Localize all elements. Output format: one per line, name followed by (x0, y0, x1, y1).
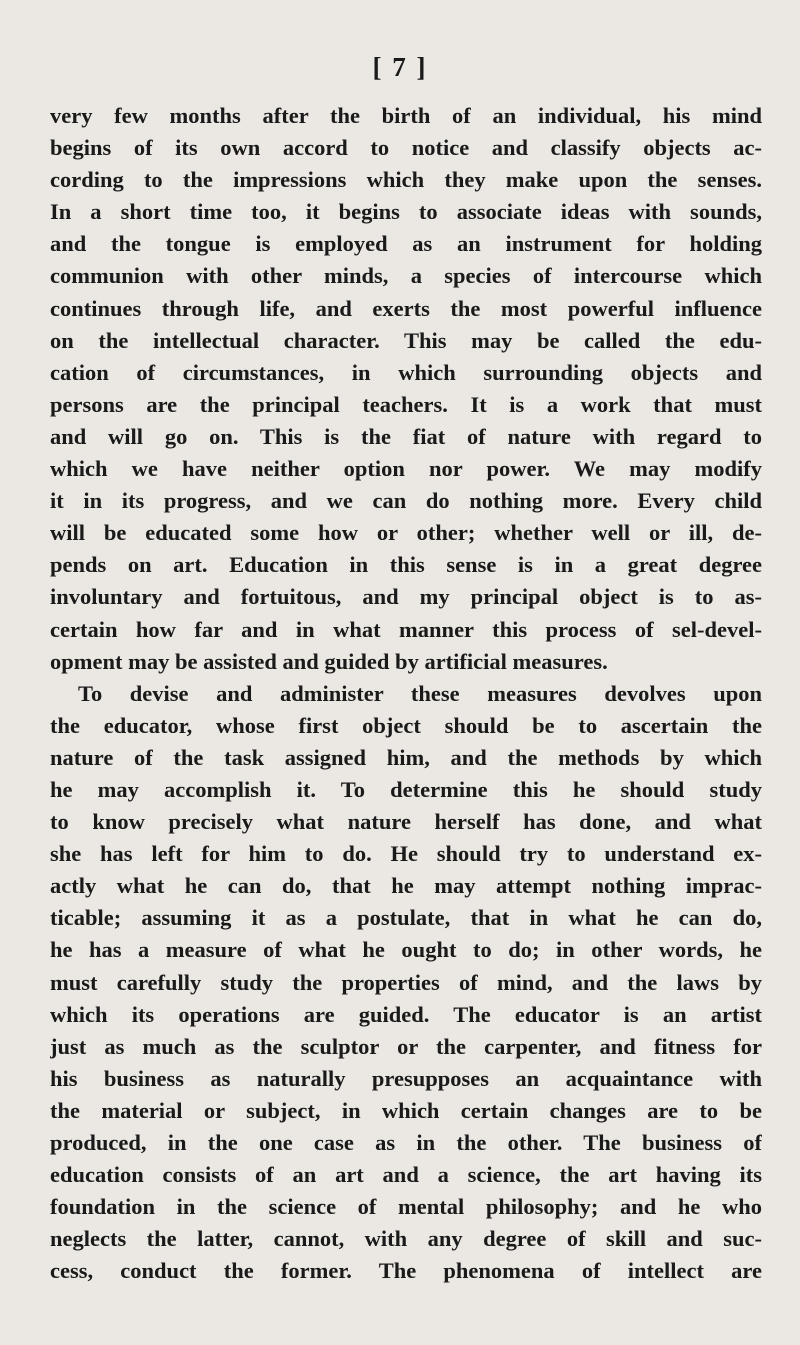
text-line: communion with other minds, a species of intercourse which (50, 263, 762, 289)
text-line: cess, conduct the former. The phenomena of intellect are (50, 1258, 762, 1284)
text-line: the educator, whose first object should be to ascertain the (50, 712, 762, 738)
text-line: certain how far and in what manner this process of sel-devel- (50, 616, 762, 642)
text-line: nature of the task assigned him, and the methods by which (50, 744, 762, 770)
text-line: and the tongue is employed as an instrument for holding (50, 231, 762, 257)
body-text (50, 100, 762, 1287)
text-line: persons are the principal teachers. It is a work that must (50, 391, 762, 417)
text-line: the material or subject, in which certain changes are to be (50, 1097, 762, 1123)
text-line: and will go on. This is the fiat of nature with regard to (50, 423, 762, 449)
text-line: he has a measure of what he ought to do; in other words, he (50, 937, 762, 963)
text-line: In a short time too, it begins to associate ideas with sounds, (50, 199, 762, 225)
page-number: [ 7 ] (372, 52, 428, 82)
text-line: cation of circumstances, in which surrounding objects and (50, 359, 762, 385)
text-line: he may accomplish it. To determine this he should study (50, 776, 762, 802)
text-line: continues through life, and exerts the most powerful influence (50, 295, 762, 321)
text-line: which we have neither option nor power. We may modify (50, 456, 762, 482)
text-line: produced, in the one case as in the other. The business of (50, 1130, 762, 1155)
text-line: on the intellectual character. This may be called the edu- (50, 327, 762, 353)
text-line: neglects the latter, cannot, with any degree of skill and suc- (50, 1226, 762, 1252)
text-line: begins of its own accord to notice and classify objects ac- (50, 135, 762, 161)
text-line: will be educated some how or other; whether well or ill, de- (50, 520, 762, 546)
text-line: involuntary and fortuitous, and my principal object is to as- (50, 584, 762, 610)
text-line: actly what he can do, that he may attempt nothing imprac- (50, 873, 762, 899)
text-line: foundation in the science of mental philosophy; and he who (50, 1194, 762, 1220)
paragraph-start-line: To devise and administer these measures devolves upon (78, 680, 762, 706)
text-line: his business as naturally presupposes an acquaintance with (50, 1065, 762, 1091)
text-line: pends on art. Education in this sense is in a great degree (50, 552, 762, 578)
text-line: ticable; assuming it as a postulate, that in what he can do, (50, 905, 762, 931)
text-line: it in its progress, and we can do nothing more. Every child (50, 488, 762, 514)
text-line: she has left for him to do. He should try to understand ex- (50, 841, 762, 867)
text-line: cording to the impressions which they make upon the senses. (50, 167, 762, 193)
text-line: which its operations are guided. The educator is an artist (50, 1001, 762, 1027)
text-line: to know precisely what nature herself has done, and what (50, 809, 762, 835)
text-line: very few months after the birth of an individual, his mind (50, 103, 762, 128)
text-line: education consists of an art and a science, the art having its (50, 1162, 762, 1188)
text-line: must carefully study the properties of mind, and the laws by (50, 969, 762, 995)
text-line: just as much as the sculptor or the carpenter, and fitness for (50, 1033, 762, 1059)
text-line: opment may be assisted and guided by artificial measures. (50, 648, 608, 674)
